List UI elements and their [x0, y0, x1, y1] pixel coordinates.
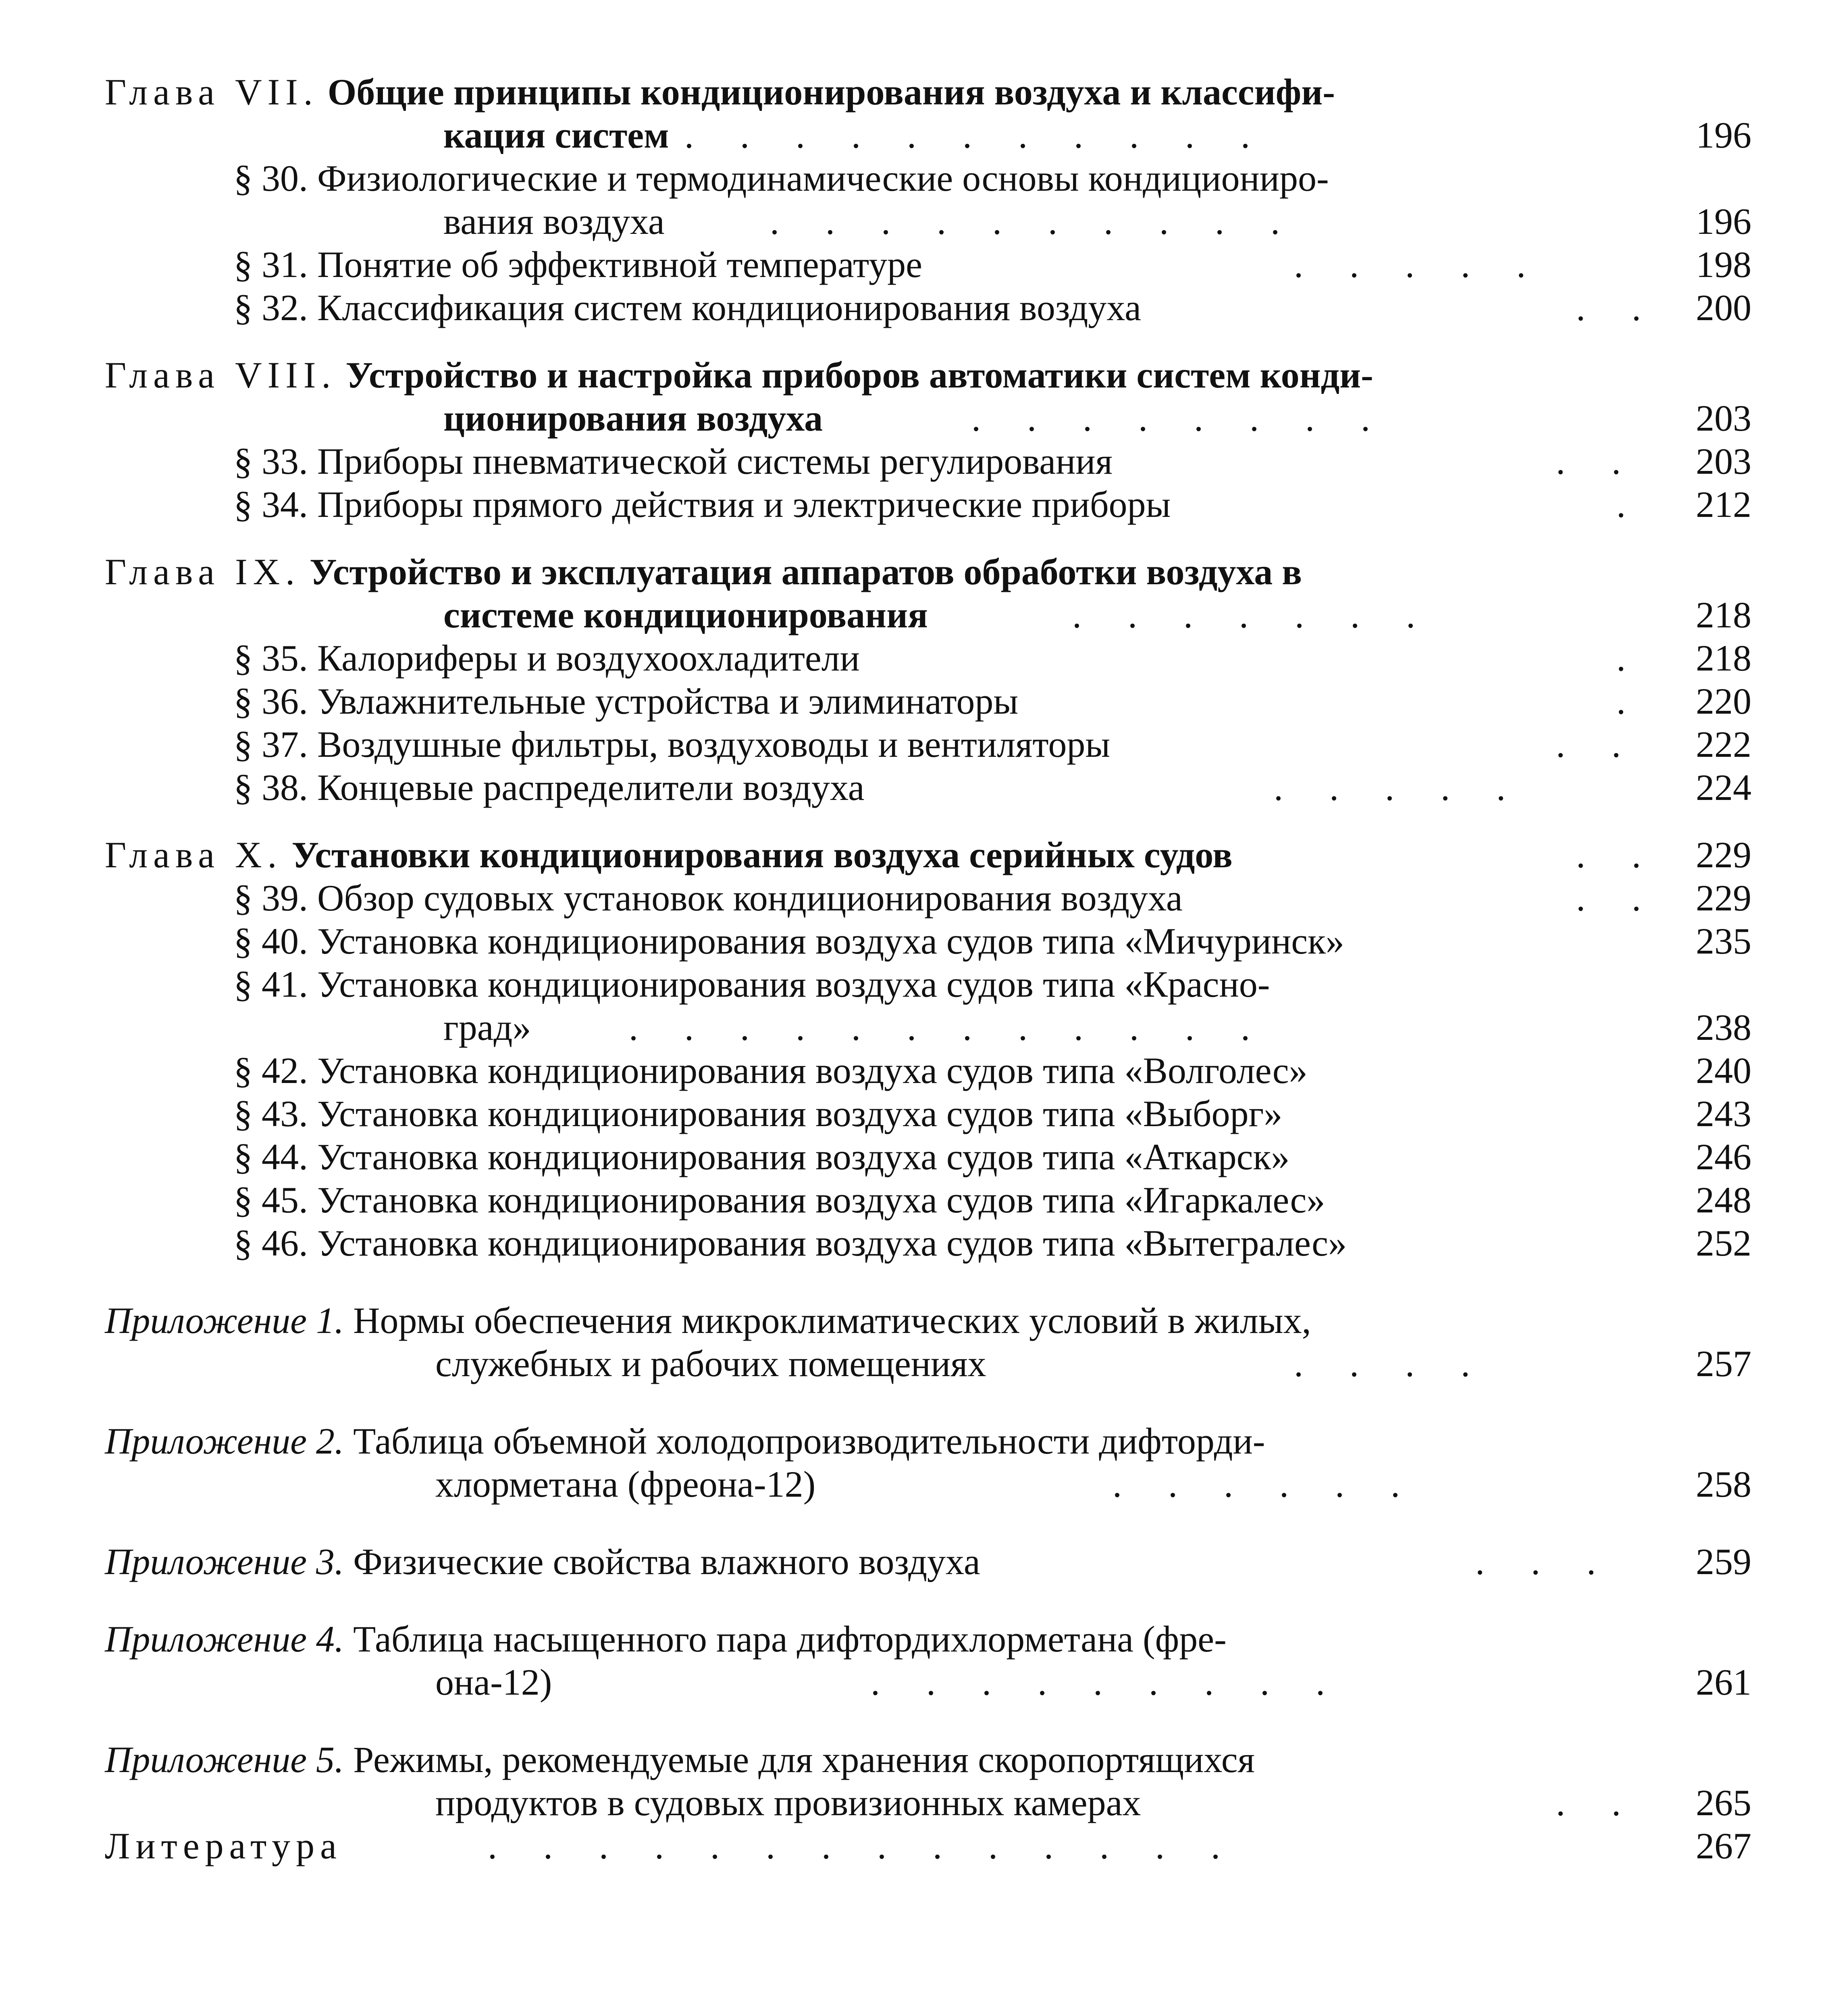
section-number: § 36.: [234, 681, 308, 722]
leader-dots: . . . . . . . .: [971, 398, 1370, 439]
section-number: § 41.: [234, 964, 308, 1005]
leader-dots: . .: [1556, 441, 1621, 482]
section-number: § 30.: [234, 158, 308, 199]
section-title: Увлажнительные устройства и элиминаторы: [317, 681, 1019, 722]
literature-label: Литература: [105, 1825, 342, 1866]
toc-item: [105, 1222, 1751, 1265]
appendix-title-cont: служебных и рабочих помещениях: [435, 1343, 986, 1384]
leader-dots: . . . . . . . . . . . .: [629, 1007, 1250, 1048]
chapter-title-cont: ционирования воздуха: [443, 398, 823, 439]
leader-dots: . . . . . . . . .: [871, 1662, 1325, 1703]
page-number: 267: [1696, 1825, 1751, 1866]
section-number: § 43.: [234, 1093, 308, 1134]
chapter-10-heading: [105, 833, 1751, 877]
section-title: Физиологические и термодинамические основы кондициониро-: [317, 158, 1329, 199]
page-number: 203: [1696, 398, 1751, 439]
leader-dots: . .: [1576, 877, 1641, 918]
chapter-7-heading: [105, 71, 1751, 114]
section-number: § 35.: [234, 637, 308, 679]
chapter-label: Глава X.: [105, 834, 283, 875]
chapter-label: Глава IX.: [105, 551, 301, 592]
appendix-title: Нормы обеспечения микроклиматических условий в жилых,: [353, 1300, 1311, 1341]
page-number: 229: [1696, 877, 1751, 918]
leader-dots: . . . . .: [1274, 767, 1506, 808]
chapter-title-cont: системе кондиционирования: [443, 594, 928, 635]
chapter-9-heading: [105, 550, 1751, 594]
leader-dots: . . . . . . .: [1072, 594, 1415, 635]
leader-dots: . .: [1556, 724, 1621, 765]
section-title-cont: град»: [443, 1007, 531, 1048]
literature: [105, 1824, 1751, 1868]
toc-item: [105, 440, 1751, 483]
page-number: 252: [1696, 1223, 1751, 1264]
section-number: § 34.: [234, 484, 308, 525]
appendix-4: [105, 1618, 1751, 1661]
leader-dots: . . . . .: [1294, 244, 1526, 285]
toc-item: [105, 243, 1751, 286]
toc-item: [105, 1179, 1751, 1222]
leader-dots: . . . . . .: [1113, 1464, 1400, 1505]
page-number: 218: [1696, 594, 1751, 635]
appendix-title: Таблица объемной холодопроизводительности дифторди-: [353, 1420, 1265, 1462]
section-title: Установка кондиционирования воздуха судов типа «Игаркалес»: [317, 1179, 1325, 1220]
section-number: § 39.: [234, 877, 308, 918]
section-number: § 44.: [234, 1136, 308, 1177]
appendix-5-cont: [105, 1781, 1751, 1824]
spacer: [105, 329, 1751, 354]
leader-dots: . .: [1576, 834, 1641, 875]
leader-dots: . . .: [1475, 1541, 1596, 1582]
spacer: [105, 809, 1751, 833]
page-number: 259: [1696, 1541, 1751, 1582]
appendix-label: Приложение 5.: [105, 1739, 344, 1780]
appendix-title: Физические свойства влажного воздуха: [353, 1541, 980, 1582]
toc-item: [105, 1049, 1751, 1092]
appendix-title: Таблица насыщенного пара дифтордихлорметана (фре-: [353, 1618, 1227, 1660]
toc-item-cont: [105, 1006, 1751, 1049]
section-title: Воздушные фильтры, воздуховоды и вентиляторы: [317, 724, 1111, 765]
appendix-title-cont: хлорметана (фреона-12): [435, 1464, 816, 1505]
page-number: 258: [1696, 1464, 1751, 1505]
section-title: Установка кондиционирования воздуха судов типа «Красно-: [317, 964, 1270, 1005]
appendix-title-cont: она-12): [435, 1662, 552, 1703]
section-number: § 42.: [234, 1050, 308, 1091]
section-title: Приборы пневматической системы регулирования: [317, 441, 1113, 482]
leader-dots: . . . .: [1294, 1343, 1470, 1384]
toc-item: [105, 1135, 1751, 1179]
chapter-8-heading-cont: [105, 397, 1751, 440]
page-number: 200: [1696, 287, 1751, 328]
appendix-label: Приложение 3.: [105, 1541, 344, 1582]
page-number: 243: [1696, 1093, 1751, 1134]
toc-item: [105, 723, 1751, 766]
chapter-title: Устройство и эксплуатация аппаратов обработки воздуха в: [310, 551, 1302, 592]
chapter-9-heading-cont: [105, 594, 1751, 637]
leader-dots: . .: [1556, 1782, 1621, 1823]
leader-dots: . . . . . . . . . . . . . .: [488, 1825, 1220, 1866]
spacer: [105, 1583, 1751, 1618]
section-title: Обзор судовых установок кондиционирования воздуха: [317, 877, 1183, 918]
appendix-4-cont: [105, 1661, 1751, 1704]
chapter-label: Глава VII.: [105, 71, 318, 112]
section-number: § 33.: [234, 441, 308, 482]
chapter-title: Общие принципы кондиционирования воздуха и классифи-: [327, 71, 1335, 112]
page-number: 196: [1696, 115, 1751, 156]
toc-item: [105, 920, 1751, 963]
toc-item: [105, 877, 1751, 920]
toc-item: [105, 963, 1751, 1006]
page-number: 229: [1696, 834, 1751, 875]
section-number: § 38.: [234, 767, 308, 808]
chapter-title-cont: кация систем: [443, 115, 669, 156]
toc-item: [105, 637, 1751, 680]
page-number: 235: [1696, 921, 1751, 962]
spacer: [105, 1704, 1751, 1738]
page-number: 222: [1696, 724, 1751, 765]
spacer: [105, 1506, 1751, 1540]
toc-item: [105, 1092, 1751, 1135]
page-number: 261: [1696, 1662, 1751, 1703]
page-number: 203: [1696, 441, 1751, 482]
section-title: Концевые распределители воздуха: [317, 767, 865, 808]
leader-dots: . . . . . . . . . . . .: [629, 115, 1250, 156]
page-number: 265: [1696, 1782, 1751, 1823]
page-number: 238: [1696, 1007, 1751, 1048]
page-number: 257: [1696, 1343, 1751, 1384]
appendix-title-cont: продуктов в судовых провизионных камерах: [435, 1782, 1141, 1823]
chapter-8-heading: [105, 354, 1751, 397]
appendix-2-cont: [105, 1463, 1751, 1506]
section-title: Понятие об эффективной температуре: [317, 244, 922, 285]
appendix-5: [105, 1738, 1751, 1781]
section-number: § 32.: [234, 287, 308, 328]
appendix-1: [105, 1299, 1751, 1342]
leader-dots: . . . . . . . . . .: [770, 201, 1280, 242]
page-number: 224: [1696, 767, 1751, 808]
page-number: 196: [1696, 201, 1751, 242]
page-number: 220: [1696, 681, 1751, 722]
toc-item: [105, 157, 1751, 200]
section-title: Установка кондиционирования воздуха судов типа «Мичуринск»: [317, 921, 1344, 962]
appendix-label: Приложение 2.: [105, 1420, 344, 1462]
spacer: [105, 526, 1751, 550]
table-of-contents: [105, 71, 1751, 1868]
toc-item: [105, 766, 1751, 809]
section-title: Установка кондиционирования воздуха судов типа «Волголес»: [317, 1050, 1308, 1091]
toc-item-cont: [105, 200, 1751, 243]
page-number: 240: [1696, 1050, 1751, 1091]
section-number: § 45.: [234, 1179, 308, 1220]
section-number: § 31.: [234, 244, 308, 285]
section-title: Установка кондиционирования воздуха судов типа «Вытегралес»: [317, 1223, 1347, 1264]
appendix-label: Приложение 1.: [105, 1300, 344, 1341]
toc-item: [105, 680, 1751, 723]
spacer: [105, 1385, 1751, 1420]
leader-dots: .: [1616, 681, 1626, 722]
page-number: 198: [1696, 244, 1751, 285]
leader-dots: . .: [1576, 287, 1641, 328]
section-title: Установка кондиционирования воздуха судов типа «Аткарск»: [317, 1136, 1290, 1177]
section-title: Калориферы и воздухоохладители: [317, 637, 860, 679]
section-number: § 37.: [234, 724, 308, 765]
chapter-label: Глава VIII.: [105, 354, 337, 396]
appendix-2: [105, 1420, 1751, 1463]
appendix-3: [105, 1540, 1751, 1583]
page-number: 246: [1696, 1136, 1751, 1177]
section-number: § 46.: [234, 1223, 308, 1264]
appendix-title: Режимы, рекомендуемые для хранения скоропортящихся: [353, 1739, 1255, 1780]
section-number: § 40.: [234, 921, 308, 962]
leader-dots: .: [1616, 484, 1626, 525]
appendix-1-cont: [105, 1342, 1751, 1385]
appendix-label: Приложение 4.: [105, 1618, 344, 1660]
chapter-title: Устройство и настройка приборов автоматики систем конди-: [345, 354, 1373, 396]
section-title: Установка кондиционирования воздуха судов типа «Выборг»: [317, 1093, 1283, 1134]
chapter-title: Установки кондиционирования воздуха серийных судов: [291, 834, 1233, 875]
chapter-7-heading-cont: [105, 114, 1751, 157]
toc-item: [105, 286, 1751, 329]
page-number: 218: [1696, 637, 1751, 679]
spacer: [105, 1265, 1751, 1299]
section-title: Классификация систем кондиционирования воздуха: [317, 287, 1141, 328]
section-title-cont: вания воздуха: [443, 201, 665, 242]
toc-item: [105, 483, 1751, 526]
page-number: 248: [1696, 1179, 1751, 1220]
section-title: Приборы прямого действия и электрические приборы: [317, 484, 1171, 525]
leader-dots: .: [1616, 637, 1626, 679]
page-number: 212: [1696, 484, 1751, 525]
